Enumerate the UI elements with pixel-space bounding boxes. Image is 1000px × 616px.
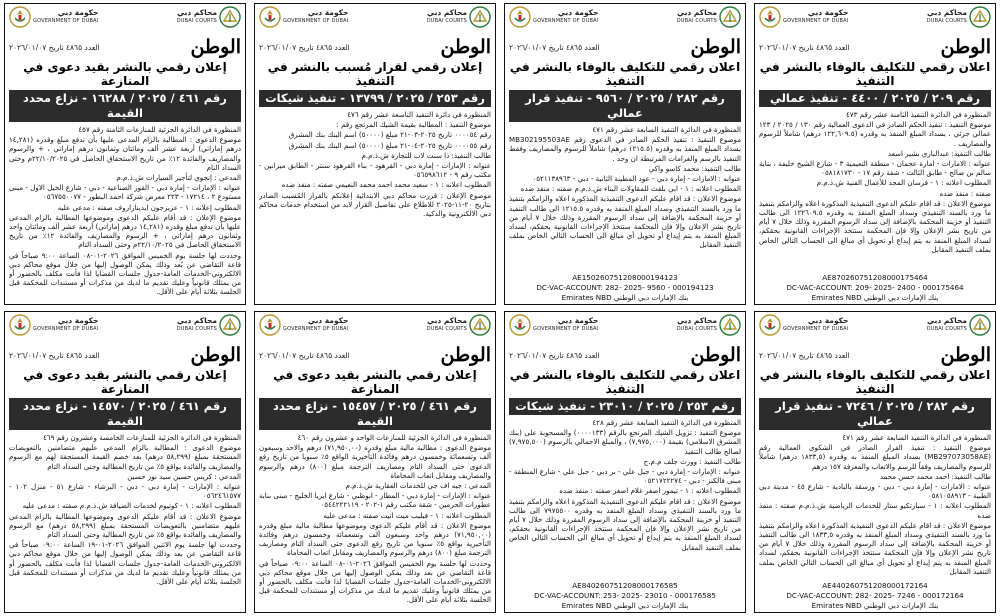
notice-paragraph: المطلوب اعلانه : ١ - فيليب ميت انيت صفته : مدعى عليه <box>323 510 491 520</box>
dc-account-line: DC-VAC-ACCOUNT: 282- 2025- 9560 - 000194123 <box>536 283 714 292</box>
notice-body <box>259 433 491 610</box>
issue-date: العدد ٤٨٦٥ تاريخ ٢٠٢٦/٠١/٠٧ <box>259 42 350 52</box>
court-notice-7 <box>254 311 496 613</box>
notice-paragraph: موضوع الاعلان : قد أقام عليكم الدعوى وموضوعها المطالبة بالزام المدعى عليهم متضامنين بالتعويضات المستحقة بمبلغ (٥٨,٢٩٩ درهم) مع الرسوم والمصاريف والفائدة بواقع ٥٪ من تاريخ المطالبة وحتى السداد التام <box>9 511 241 540</box>
notice-paragraph: طالب التنفيذ : وورث جلف م.م.ح <box>643 456 741 466</box>
dubai-courts-emblem-icon <box>969 6 991 28</box>
courts-name-en: DUBAI COURTS <box>426 326 467 332</box>
notice-paragraph: المنظورة في الدائرة الجزئية للمنازعات الخامسة وعشرون رقم ٤٦٩ <box>42 433 241 442</box>
notice-paragraph: موضوع الإعلان : قد أقام عليكم الدعوى وموضوعها المطالبة بالزام المدعى عليها بأن تدفع مبلغ وقدره (١٤,٢٨١ درهم إماراتي) أربعة عشر ألف ومائتان واحد وثمانون درهم إماراتي ، + الرسوم والمصاريف والفائدة ١٢٪ من تاريخ الاستحقاق الحاصل في ٢٢/١٠/٢٠٢٥م وحتى السداد التام <box>9 212 241 250</box>
gov-name-ar: حكومة دبي <box>807 316 849 325</box>
gov-name-en: GOVERNMENT OF DUBAI <box>33 326 99 332</box>
gov-name-ar: حكومة دبي <box>557 316 599 325</box>
notice-paragraph: المنظورة في الدائرة التنفيذ السابعة عشر رقم ٤٧١ <box>842 433 991 442</box>
court-notice-6 <box>504 311 746 613</box>
dubai-government-emblem-icon <box>9 314 31 336</box>
courts-name-ar: محاكم دبي <box>177 8 217 17</box>
notice-header <box>509 6 741 34</box>
court-notice-5 <box>754 311 996 613</box>
courts-name-ar: محاكم دبي <box>427 8 467 17</box>
iban-line: AE150260751208000194123 <box>572 273 678 282</box>
newspaper-name: الوطن <box>190 344 241 366</box>
notice-header <box>759 6 991 34</box>
notice-paragraph: المنظورة في الدائرة الجزئية للمنازعات الواحد و عشرون رقم ٤٦٠ <box>297 433 491 442</box>
newspaper-masthead <box>509 344 741 366</box>
bank-line: بنك الإمارات دبي الوطني Emirates NBD <box>811 293 939 302</box>
notice-paragraph: عنوانه : الإمارات - إمارة دبي - القرهود - بناء القرهود سنتر - الطابق ميزانين - مكتب رقم ٩ - ٠٥٦٥٩٨٦١٢ <box>259 161 491 180</box>
notice-paragraph: المنظورة في الدائرة التنفيذ الثامنة عشر رقم ٤٧٣ <box>845 110 991 119</box>
notice-paragraph: عنوانه : الامارات - إمارة دبي - دبي - ورسقة بالبادية - شارع ٤٥ - مدينة دبي الطبية - ٠٥٨١٠٥٨٩١٣ <box>759 482 991 501</box>
notice-paragraph: موضوع الاعلان : قد اقام عليكم الدعوى التنفيذية المذكورة اعلاه والزامكم بتنفيذ ما ورد بالسند التنفيذي وسداد المبلغ المنفذ به وقدره ١٢١٥.٥ الى طالب التنفيذ أو خزينة المحكمة بالإضافة إلى سداد الرسوم المقررة وذلك خلال ٧ أيام من تاريخ نشر الإعلان وإلا فإن المحكمة ستتخذ الإجراءات القانونية بحقكم، لسداد المبلغ المنفذ به يتم إيداع أو تحويل أي مبالغ الى الحساب التالي الخاص بملف التنفيذ المقابل <box>509 194 741 250</box>
notice-paragraph: رقم ٠٠٠٠٥٥ تاريخ ٢٠٢٥-٠٤-٢١ مبلغ (٥٠٠٠٠) اسم البنك بنك المشرق <box>288 140 491 150</box>
gov-name-en: GOVERNMENT OF DUBAI <box>33 18 99 24</box>
dubai-courts-logo <box>177 314 241 336</box>
iban-line: AE440260751208000172164 <box>822 581 928 590</box>
notice-paragraph: عنوانه : الإمارات - إمارة دبي - القوز الصناعية - دبي - شارع الخيل الاول - مبنى مستودع ٢ ، ١٧٢١٤ - ٢٢٣ معرض شركة احمد البطور - ٠٥٦٧٥٥٠٠٧٧ <box>9 183 241 202</box>
notice-paragraph: المنظورة في الدائرة التنفيذ السابعة عشر رقم ٤٢٨ <box>592 418 741 427</box>
notice-headline: إعلان رقمي بالنشر بقيد دعوى في المنازعة <box>23 368 227 396</box>
case-number-band: رقم ٤٦١ / ٢٠٢٥ / ١٥٤٥٧ - نزاع محدد القيمة <box>259 398 491 430</box>
notice-paragraph: موضوع التنفيذ : تنفيذ الحكم الصادر في الدعوى العمالية رقم ١٣٠ / ٢٠٢٥ / ١٢٣ عمالي جزئي ، بسداد المبلغ المنفذ به وقدره (١٢٢,٦٠٩.٥ درهم) شاملاً للرسوم والمصاريف . <box>759 120 991 148</box>
notice-headline: إعلان رقمي لقرار مُسبب بالنشر في التنفيذ <box>267 60 483 88</box>
dubai-courts-emblem-icon <box>219 6 241 28</box>
notice-body <box>759 433 991 580</box>
notice-paragraph: موضوع التنفيذ : تنفيذ الحكم الصادر في الدعوى رقم MB302195503AE بسداد المبلغ المنفذ به وقدره (١٢١٥.٥ درهم) شاملاً للرسوم والمصاريف وفقط التنفيذ بالرسم والغرامات المرتبطة ان وجد . <box>509 135 741 163</box>
dubai-government-emblem-icon <box>759 6 781 28</box>
notice-paragraph: موضوع الدعوى : المطالبة بالزام المدعى عليهم متضامنين بالتعويضات المستحقة بمبلغ (٥٨,٢٩٩ درهم) بعد خصم القيمة المستحقة لهم مع الرسوم والمصاريف والفائدة بواقع ٥٪ من تاريخ المطالبة وحتى السداد التام <box>9 443 241 471</box>
bank-line: بنك الإمارات دبي الوطني Emirates NBD <box>811 601 939 610</box>
issue-date: العدد ٤٨٦٥ تاريخ ٢٠٢٦/٠١/٠٧ <box>9 42 100 52</box>
dc-account-line: DC-VAC-ACCOUNT: 209- 2025- 2400 - 000175464 <box>786 283 964 292</box>
notice-paragraph: المدعي : إنجوي لتأجير السيارات ش.ذ.م.م <box>116 173 241 183</box>
newspaper-masthead <box>759 344 991 366</box>
dubai-courts-logo <box>927 314 991 336</box>
issue-date: العدد ٤٨٦٥ تاريخ ٢٠٢٦/٠١/٠٧ <box>509 350 600 360</box>
dubai-courts-logo <box>927 6 991 28</box>
dubai-courts-emblem-icon <box>719 314 741 336</box>
gov-name-ar: حكومة دبي <box>57 316 99 325</box>
government-of-dubai-logo <box>759 6 848 28</box>
notice-body <box>9 433 241 610</box>
courts-name-en: DUBAI COURTS <box>926 18 967 24</box>
notice-paragraph: طالب التنفيذ: ذا سنت لاب للتجارة ش.ذ.م.م <box>361 150 491 160</box>
issue-date: العدد ٤٨٦٥ تاريخ ٢٠٢٦/٠١/٠٧ <box>259 350 350 360</box>
dubai-courts-emblem-icon <box>969 314 991 336</box>
notice-headline: اعلان رقمي للتكليف بالوفاء بالنشر في التنفيذ <box>759 60 991 88</box>
courts-name-ar: محاكم دبي <box>927 8 967 17</box>
notice-paragraph: المطلوب اعلانه : ١ - فرسان المجد للأعمال الفنية ش.ذ.م.م <box>816 178 991 188</box>
notice-headline: اعلان رقمي للتكليف بالوفاء بالنشر في التنفيذ <box>509 368 741 396</box>
notice-paragraph: المدعي : كريس حسين سيد نور حسين <box>127 471 241 481</box>
notice-paragraph: عنوانه : الإمارات - إمارة دبي - المطار - ابوظبي - شارع ايريا الخليج - مبنى بناية عطورات الحرمين - شقة مكتب رقم ١-٢٠٢ - ٠٥٤٤٢٢٢١١٩ <box>259 491 491 510</box>
iban-line: AE870260751208000175464 <box>822 273 928 282</box>
dubai-government-emblem-icon <box>259 6 281 28</box>
newspaper-name: الوطن <box>440 36 491 58</box>
notice-paragraph: المطلوب اعلانه : ١ - سعيد محمد احمد محمد النعيمي صفته : منفذ ضده <box>281 180 491 190</box>
iban-line: AE840260751208000176585 <box>572 581 678 590</box>
courts-name-en: DUBAI COURTS <box>176 326 217 332</box>
notice-paragraph: عنوانه : الإمارات - إمارة دبي - دبي - البرشاء - شارع ٥١ - منزل ١٠٢ - ٠٥٦٢٤٦١٥٧٧ <box>9 482 241 501</box>
courts-name-en: DUBAI COURTS <box>926 326 967 332</box>
courts-name-ar: محاكم دبي <box>677 8 717 17</box>
notice-paragraph: طالب التنفيذ: احمد محمد حسن محمد <box>879 471 991 481</box>
dubai-government-emblem-icon <box>9 6 31 28</box>
notice-paragraph: المنظورة في الدائرة الجزئية للمنازعات الثامنة رقم ٤٥٧ <box>78 125 241 134</box>
notice-paragraph: موضوع التنفيذ : تزويل الشيك المرتجع بالرقم (٠٠٠٠١٣٣) والمسحوبة على (بنك المشرق الاسلامي) بقيمة (٧,٩٧٥,٠٠٠) ، والمبلغ الاجمالي بالرسوم (٧,٩٧٥,٥٠٠) لصالح طالب التنفيذ <box>509 428 741 456</box>
issue-date: العدد ٤٨٦٥ تاريخ ٢٠٢٦/٠١/٠٧ <box>759 42 850 52</box>
court-notice-4 <box>4 3 246 305</box>
dubai-government-emblem-icon <box>259 314 281 336</box>
case-number-band: رقم ٢٥٣ / ٢٠٢٥ / ٢٣٠١٠ - تنفيذ شيكات <box>509 398 741 415</box>
dubai-courts-logo <box>427 314 491 336</box>
notice-paragraph: المطلوب اعلانه : ١ - ابي بلقث للمقاولات البناء ش.ذ.م.م صفته : منفذ ضده <box>520 184 741 194</box>
gov-name-en: GOVERNMENT OF DUBAI <box>783 326 849 332</box>
courts-name-ar: محاكم دبي <box>927 316 967 325</box>
notice-paragraph: صفته : منفذ ضده <box>939 188 991 198</box>
notice-paragraph: المطلوب إعلانه : ١ - عزيزجون ايدينازاروف صفته : مدعى عليه <box>57 202 241 212</box>
issue-date: العدد ٤٨٦٥ تاريخ ٢٠٢٦/٠١/٠٧ <box>509 42 600 52</box>
dc-account-line: DC-VAC-ACCOUNT: 282- 2025- 7246 - 000172164 <box>786 591 964 600</box>
gov-name-en: GOVERNMENT OF DUBAI <box>533 18 599 24</box>
dubai-government-emblem-icon <box>509 6 531 28</box>
gov-name-ar: حكومة دبي <box>557 8 599 17</box>
case-number-band: رقم ٢٨٢ / ٢٠٢٥ / ٩٥٦٠ - تنفيذ قرار عمالي <box>509 90 741 122</box>
dubai-courts-emblem-icon <box>219 314 241 336</box>
dubai-courts-logo <box>177 6 241 28</box>
dubai-courts-emblem-icon <box>469 314 491 336</box>
newspaper-name: الوطن <box>190 36 241 58</box>
notice-header <box>259 6 491 34</box>
courts-name-en: DUBAI COURTS <box>676 326 717 332</box>
notice-header <box>509 314 741 342</box>
newspaper-name: الوطن <box>440 344 491 366</box>
government-of-dubai-logo <box>259 6 348 28</box>
case-number-band: رقم ٤٦١ / ٢٠٢٥ / ١٦٢٨٨ - نزاع محدد القيمة <box>9 90 241 122</box>
newspaper-name: الوطن <box>690 344 741 366</box>
notice-paragraph: المطلوب اعلانه : ١ - سبارتكيو ستار للخدمات الرياضية ش.ذ.م.م صفته : منفذ ضده <box>759 501 991 520</box>
case-number-band: رقم ٤٦١ / ٢٠٢٥ / ١٤٥٧٠ - نزاع محدد القيمة <box>9 398 241 430</box>
government-of-dubai-logo <box>759 314 848 336</box>
dubai-government-emblem-icon <box>509 314 531 336</box>
notice-paragraph: وحددت لها جلسة يوم الخميس الموافق ٢٠٢٦-٠١-٠٨ الساعة ٠٩:٠٠ صباحاً في قاعة التقاضي عن بعد وذلك يمكن الوصول إليها من خلال موقع محاكم دبي الالكتروني-الخدمات العامة-جدول جلسات القضايا لذا فأنت مكلف بالحضور أو من يمثلك قانونياً وعليك تقديم ما لديك من مذكرات أو مستندات للمحكمة قبل الجلسة بثلاثة أيام على الأقل. <box>259 558 491 605</box>
court-notice-3 <box>254 3 496 305</box>
issue-date: العدد ٤٨٦٥ تاريخ ٢٠٢٦/٠١/٠٧ <box>759 350 850 360</box>
gov-name-ar: حكومة دبي <box>307 316 349 325</box>
notice-paragraph: موضوع الدعوى : المطالبة بالزام المدعى عليها بأن تدفع مبلغ وقدره (١٤,٢٨١ درهم إماراتي) أربعة عشر ألف ومائتان وثمانون درهم إماراتي ، + والرسوم والمصاريف والفائدة ١٢٪ من تاريخ الاستحقاق الحاصل في ٢٢/١٠/٢٠٢٥م وحتى السداد التام <box>9 135 241 172</box>
notice-paragraph: المنظورة في الدائرة التنفيذ السابعة عشر رقم ٤٧١ <box>592 125 741 134</box>
dubai-courts-logo <box>677 314 741 336</box>
dc-account-line: DC-VAC-ACCOUNT: 253- 2025- 23010 - 000176585 <box>534 591 716 600</box>
government-of-dubai-logo <box>509 314 598 336</box>
gov-name-en: GOVERNMENT OF DUBAI <box>283 18 349 24</box>
notice-paragraph: عنوانه : الامارات - إمارة دبي - عود المطينة الثانية - دبي - ٠٥٢١١٣٨٩٦٣ <box>532 174 741 184</box>
newspaper-masthead <box>9 344 241 366</box>
notice-paragraph: طالب التنفيذ: محمد كاسو واكي <box>648 163 741 173</box>
notice-paragraph: موضوع الإعلان : قررت محاكم دبي الابتدائية إعلانكم بالقرار المُسبب الصادر بتاريخ ٢٠-١١-٢٠٢٥ للاطلاع على تفاصيل القرار لابد من استخدام خدمات محاكم دبي الالكترونية والذكية. <box>259 190 491 219</box>
notice-body <box>509 418 741 580</box>
government-of-dubai-logo <box>259 314 348 336</box>
government-of-dubai-logo <box>9 6 98 28</box>
newspaper-masthead <box>259 344 491 366</box>
newspaper-masthead <box>509 36 741 58</box>
courts-name-ar: محاكم دبي <box>177 316 217 325</box>
newspaper-masthead <box>759 36 991 58</box>
courts-name-ar: محاكم دبي <box>677 316 717 325</box>
notice-paragraph: موضوع الاعلان : قد اقام عليكم الدعوى التنفيذية المذكورة اعلاه والزامكم بتنفيذ ما ورد بالسند التنفيذي وسداد المبلغ المنفذ به وقدره ١٨٣٣,٥ الى طالب التنفيذ أو خزينة المحكمة بالإضافة إلى سداد الرسوم المقررة وذلك خلال ٧ أيام من تاريخ نشر الإعلان وإلا فإن المحكمة ستتخذ الإجراءات القانونية بحقكم، لسداد المبلغ المنفذ به يتم إيداع أو تحويل أي مبالغ الى الحساب التالي الخاص بملف التنفيذ المقابل <box>759 520 991 576</box>
notice-paragraph: عنوانه : الامارات - امارة عجمان - منطقة النعيمية ٣ - شارع الشيخ خليفة ، بناية سالم بن صالح - طابق الثالث - شقة رقم ١٧ - ٠٥٨١٨١٧٣٠ <box>759 159 991 178</box>
gov-name-ar: حكومة دبي <box>57 8 99 17</box>
notice-header <box>9 314 241 342</box>
notice-header <box>759 314 991 342</box>
notice-paragraph: رقم ٠٠٠٠٥٤ تاريخ ٢٠٢٥-٠٣-٢١ مبلغ (٥٠٠٠٠) اسم البنك بنك المشرق <box>288 130 491 140</box>
newspaper-name: الوطن <box>940 36 991 58</box>
notice-body <box>259 110 491 302</box>
notice-body <box>509 125 741 272</box>
dubai-courts-emblem-icon <box>719 6 741 28</box>
courts-name-en: DUBAI COURTS <box>176 18 217 24</box>
dubai-courts-emblem-icon <box>469 6 491 28</box>
notice-paragraph: عنوانه : الإمارات - إمارة دبي - جبل علي - بر دبي - جبل علي - شارع المنطقة - مبنى فالكنز - دبي - ٠٥٢١٧٢٢٢٧٤ <box>509 467 741 486</box>
issue-date: العدد ٤٨٦٥ تاريخ ٢٠٢٦/٠١/٠٧ <box>9 350 100 360</box>
gov-name-en: GOVERNMENT OF DUBAI <box>783 18 849 24</box>
notice-paragraph: موضوع الاعلان : قد اقام عليكم الدعوى التنفيذية المذكورة اعلاه والزامكم بتنفيذ ما ورد بالسند التنفيذي وسداد المبلغ المنفذ به وقدره ٧٩٧٥٥٠٠ الى طالب التنفيذ أو خزينة المحكمة بالإضافة إلى سداد الرسوم المقررة وذلك خلال ٧ أيام من تاريخ نشر الإعلان وإلا فإن المحكمة ستتخذ الإجراءات القانونية بحقكم، لسداد المبلغ المنفذ به يتم إيداع أو تحويل أي مبالغ الى الحساب التالي الخاص بملف التنفيذ المقابل <box>509 496 741 552</box>
notice-paragraph: المطلوب اعلانه : ١ - كوتيوم لخدمات الضيافة ش.ذ.م.م صفته : مدعى عليه <box>22 501 241 511</box>
notice-headline: إعلان رقمي بالنشر بقيد دعوى في المنازعة <box>23 60 227 88</box>
notice-header <box>9 6 241 34</box>
notice-paragraph: موضوع الاعلان : قد أقام عليكم الدعوى وموضوعها مطالبة مالية مبلغ وقدره (٧١,٩٥٠,٠٠) درهم واحد وسبعون ألف وتسعمائة وخمسون درهم وفائدة التأخيرية بواقع ٥٪ سنويا من تاريخ رفع الدعوى حتى السداد التام ومصاريف الترجمة مبلغ (٨٠٠) درهم والرسوم والمصاريف ومقابل اتعاب المحاماة <box>259 520 491 558</box>
gov-name-ar: حكومة دبي <box>807 8 849 17</box>
notice-paragraph: المطلوب اعلانه : ١ - تيمور اصغر غلام اصغر صفته : منفذ ضده <box>559 486 741 496</box>
notice-paragraph: المنظورة في دائرة التنفيذ التاسعة عشر رقم ٤٧٦ <box>347 110 491 119</box>
dubai-government-emblem-icon <box>759 314 781 336</box>
government-of-dubai-logo <box>509 6 598 28</box>
notice-header <box>259 314 491 342</box>
notice-body <box>9 125 241 302</box>
notice-paragraph: موضوع التنفيذ : تنفيذ القرار الصادر في الشكوى العمالية رقم (MB297073058AE) بسداد المبلغ المنفذ به وقدره (١٨٣٣,٥ درهم) شاملاً للرسوم والمصاريف وفقاً للرسم والاتعاب والمعرفة ١٥٧ درهم <box>759 443 991 471</box>
notice-headline: اعلان رقمي للتكليف بالوفاء بالنشر في التنفيذ <box>759 368 991 396</box>
gov-name-en: GOVERNMENT OF DUBAI <box>283 326 349 332</box>
courts-name-ar: محاكم دبي <box>427 316 467 325</box>
bank-line: بنك الإمارات دبي الوطني Emirates NBD <box>561 601 689 610</box>
court-notice-2 <box>504 3 746 305</box>
court-notice-8 <box>4 311 246 613</box>
case-number-band: رقم ٢٥٣ / ٢٠٢٥ / ١٣٧٩٩ - تنفيذ شيكات <box>259 90 491 107</box>
notice-headline: إعلان رقمي بالنشر بقيد دعوى في المنازعة <box>273 368 477 396</box>
newspaper-name: الوطن <box>690 36 741 58</box>
government-of-dubai-logo <box>9 314 98 336</box>
case-number-band: رقم ٢٨٢ / ٢٠٢٥ / ٧٢٤٦ - تنفيذ قرار عمالي <box>759 398 991 430</box>
notice-paragraph: وحددت لها جلسة يوم الاثنين الموافق ٢٠٢٦-٠١-١٩ الساعة ٠٩:٠٠ صباحاً في قاعة التقاضي عن بعد وذلك يمكن الوصول إليها من خلال موقع محاكم دبي الالكتروني-الخدمات العامة-جدول جلسات القضايا لذا فأنت مكلف بالحضور أو من يمثلك قانونياً وعليك تقديم ما لديك من مذكرات أو مستندات للمحكمة قبل الجلسة بثلاثة أيام على الأقل. <box>9 540 241 587</box>
dubai-courts-logo <box>427 6 491 28</box>
gov-name-ar: حكومة دبي <box>307 8 349 17</box>
dubai-courts-logo <box>677 6 741 28</box>
newspaper-masthead <box>9 36 241 58</box>
notice-paragraph: المدعي : جيه اف جي للخدمات العقارية ش.ذ.م.م <box>345 481 491 491</box>
newspaper-name: الوطن <box>940 344 991 366</box>
courts-name-en: DUBAI COURTS <box>676 18 717 24</box>
newspaper-masthead <box>259 36 491 58</box>
notice-paragraph: وحددت لها جلسة يوم الخميس الموافق ٢٠٢٦-٠١-٠٨ الساعة ٩:٠٠ صباحاً في قاعة التقاضي عن بُعد وذلك يمكن الوصول إليها من خلال موقع محاكم دبي الالكتروني-الخدمات العامة-جدول جلسات القضايا لذا فأنت مكلف بالحضور أو من يمثلك قانونياً وعليك تقديم ما لديك من مذكرات أو مستندات للمحكمة قبل الجلسة بثلاثة أيام على الأقل. <box>9 250 241 297</box>
notice-paragraph: موضوع التنفيذ : المطالبة بقيمة الشيك المرتجع رقم : <box>336 120 491 130</box>
notice-headline: اعلان رقمي للتكليف بالوفاء بالنشر في التنفيذ <box>509 60 741 88</box>
gov-name-en: GOVERNMENT OF DUBAI <box>533 326 599 332</box>
notice-body <box>759 110 991 272</box>
notice-paragraph: موضوع الاعلان : قد اقام عليكم الدعوى التنفيذية المذكورة اعلاه والزامكم بتنفيذ ما ورد بالسند التنفيذي وسداد المبلغ المنفذ به وقدره ١٢٢٦٠٩.٥ الى طالب التنفيذ أو خزينة المحكمة بالإضافة إلى سداد الرسوم المقررة وذلك خلال ٧ أيام من تاريخ نشر الإعلان وإلا فإن المحكمة ستتخذ الإجراءات القانونية بحقكم، لسداد المبلغ المنفذ به يتم إيداع أو تحويل أي مبالغ الى الحساب التالي الخاص بملف التنفيذ المقابل <box>759 198 991 254</box>
notice-paragraph: طالب التنفيذ: عبدالباري بشير اسعد <box>887 148 991 158</box>
bank-line: بنك الإمارات دبي الوطني Emirates NBD <box>561 293 689 302</box>
courts-name-en: DUBAI COURTS <box>426 18 467 24</box>
case-number-band: رقم ٢٠٩ / ٢٠٢٥ / ٤٤٠٠ - تنفيذ عمالي <box>759 90 991 107</box>
court-notice-1 <box>754 3 996 305</box>
notice-paragraph: موضوع الدعوى : مطالبة مالية مبلغ وقدره (٧١,٩٥٠,٠٠) درهم والاحد وسبعون ألف وتسعمائة وخمسون درهم وفائدة التأخيرية الواقع ٥٪ سنويا من تاريخ رفع الدعوى حتى السداد التام ومصاريف الترجمة مبلغ (٨٠٠) درهم والرسوم والمصاريف ومقابل اتعاب المحاماة <box>259 443 491 480</box>
